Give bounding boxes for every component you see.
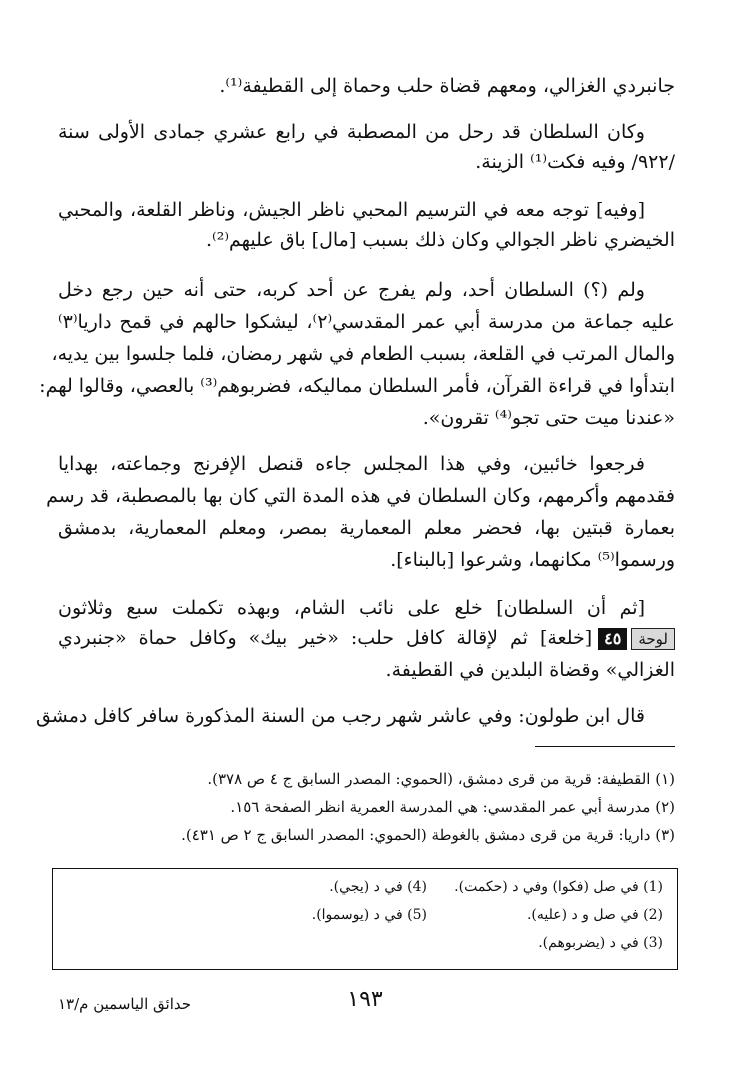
variant-4: (4) في د (يجي). xyxy=(329,879,427,895)
body-line-16: [خلعة] ثم لإقالة كافل حلب: «خير بيك» وكافل حماة «جنبردي xyxy=(58,627,593,649)
body-line-1: جانبردي الغزالي، ومعهم قضاة حلب وحماة إلى القطيفة⁽¹⁾. xyxy=(219,75,675,97)
body-line-16-wrapper xyxy=(58,624,675,654)
body-line-11: فرجعوا خائبين، وفي هذا المجلس جاءه قنصل الإفرنج وجماعته، بهدايا xyxy=(58,453,645,475)
body-line-12: فقدمهم وأكرمهم، وكان السلطان في هذه المدة التي كان بها بالمصطبة، قد رسم xyxy=(46,485,675,507)
variant-3: (3) في د (يضربوهم). xyxy=(538,935,663,951)
body-line-3: /٩٢٢/ وفيه فكت⁽¹⁾ الزينة. xyxy=(475,151,675,173)
variant-5: (5) في د (يوسموا). xyxy=(311,907,427,923)
marginal-number: ٤٥ xyxy=(598,628,627,650)
body-line-7: عليه جماعة من مدرسة أبي عمر المقدسي⁽٢⁾، ليشكوا حالهم في قمح داريا⁽٣⁾ xyxy=(58,311,675,333)
body-line-5: الخيضري ناظر الجوالي وكان ذلك بسبب [مال] باق عليهم⁽²⁾. xyxy=(206,229,675,251)
body-line-17: الغزالي» وقضاة البلدين في القطيفة. xyxy=(385,659,675,681)
variants-box xyxy=(52,868,678,970)
body-line-9: ابتدأوا في قراءة القرآن، فأمر السلطان مماليكه، فضربوهم⁽³⁾ بالعصي، وقالوا لهم: xyxy=(39,375,675,397)
body-line-8: والمال المرتب في القلعة، بسبب الطعام في شهر رمضان، فلما جلسوا بين يديه، xyxy=(51,343,675,365)
body-line-6: ولم (؟) السلطان أحد، ولم يفرج عن أحد كربه، حتى أنه حين رجع دخل xyxy=(58,279,645,301)
variant-1: (1) في صل (فكوا) وفي د (حكمت). xyxy=(454,879,663,895)
body-line-4: [وفيه] توجه معه في الترسيم المحبي ناظر الجيش، وناظر القلعة، والمحبي xyxy=(58,199,645,221)
body-line-2: وكان السلطان قد رحل من المصطبة في رابع عشري جمادى الأولى سنة xyxy=(58,121,645,143)
marginal-tag: لوحة xyxy=(631,628,675,650)
body-line-13: بعمارة قبتين بها، فحضر معلم المعمارية بمصر، ومعلم المعمارية، بدمشق xyxy=(58,517,675,539)
body-line-15: [ثم أن السلطان] خلع على نائب الشام، وبهذه تكملت سبع وثلاثون xyxy=(58,597,645,619)
body-line-18: قال ابن طولون: وفي عاشر شهر رجب من السنة المذكورة سافر كافل دمشق xyxy=(35,705,645,727)
footnote-1: (١) القطيفة: قرية من قرى دمشق، (الحموي: المصدر السابق ج ٤ ص ٣٧٨). xyxy=(207,770,675,788)
footnote-3: (٣) داريا: قرية من قرى دمشق بالغوطة (الحموي: المصدر السابق ج ٢ ص ٤٣١). xyxy=(181,826,675,844)
footnote-2: (٢) مدرسة أبي عمر المقدسي: هي المدرسة العمرية انظر الصفحة ١٥٦. xyxy=(230,798,675,816)
variant-2: (2) في صل و د (عليه). xyxy=(526,907,663,923)
body-line-10: «عندنا ميت حتى تجو⁽⁴⁾ تقرون». xyxy=(422,407,675,429)
footnote-divider xyxy=(535,746,675,747)
page-number: ١٩٣ xyxy=(347,987,383,1012)
running-footer: حدائق الياسمين م/١٣ xyxy=(58,995,192,1013)
body-line-14: ورسموا⁽⁵⁾ مكانهما، وشرعوا [بالبناء]. xyxy=(390,549,675,571)
